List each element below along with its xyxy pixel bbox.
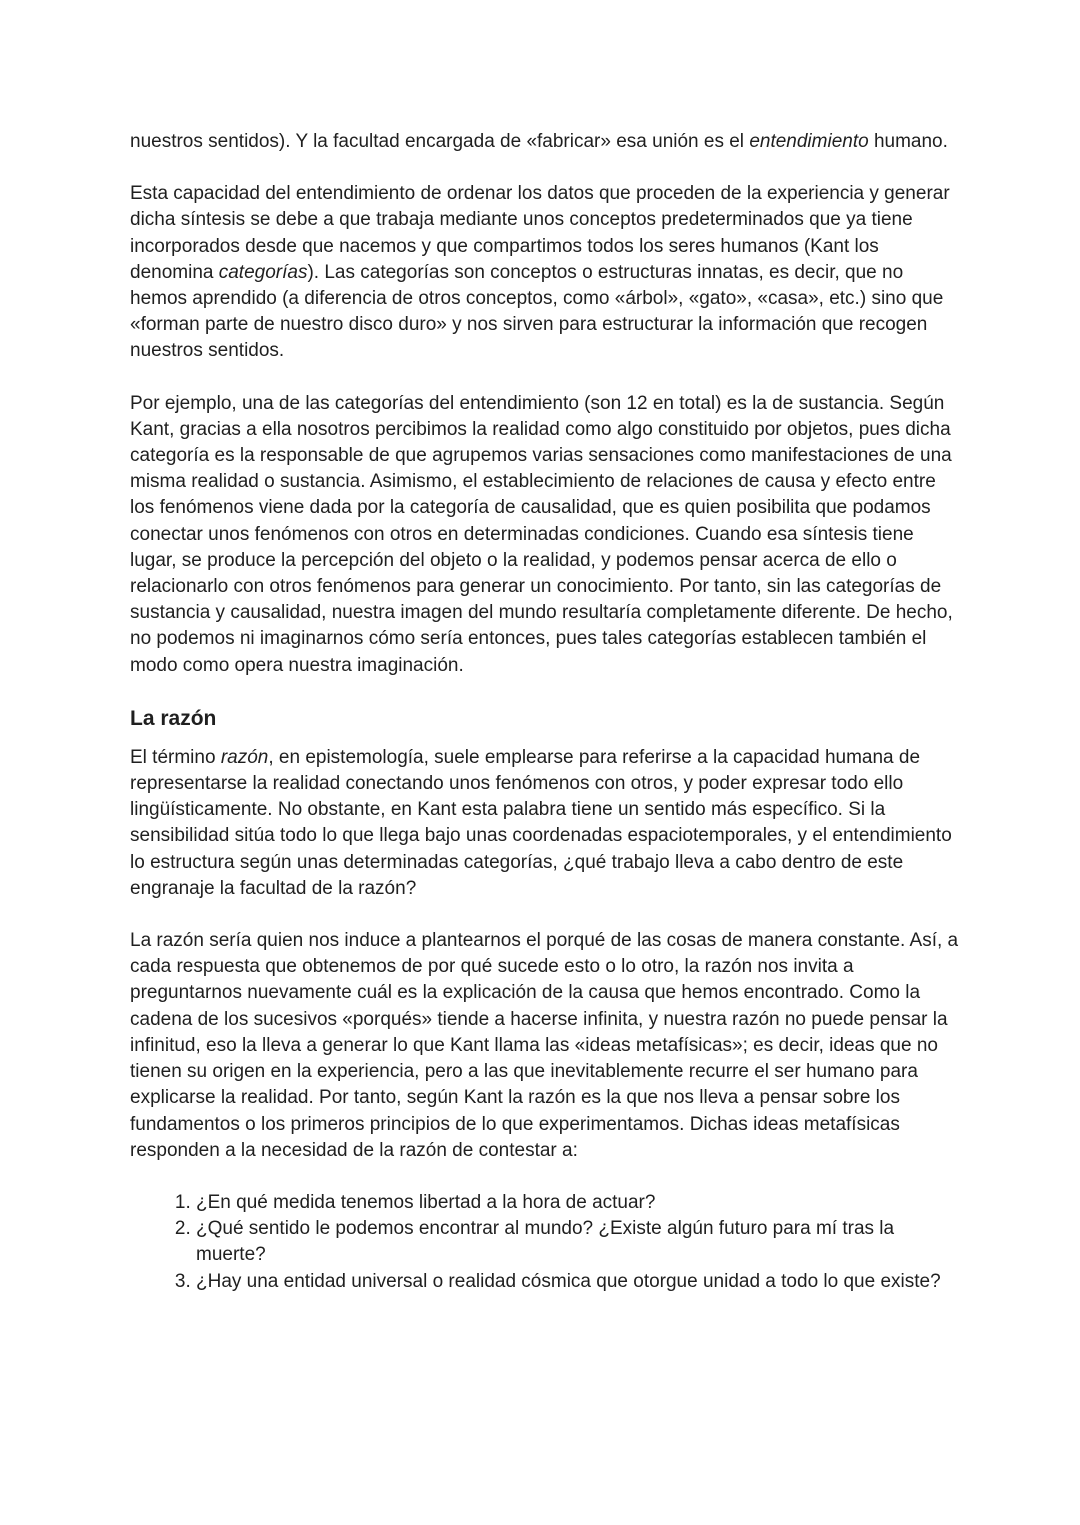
section-heading: La razón — [130, 706, 217, 730]
paragraph-ideas-metafisicas: La razón sería quien nos induce a plantearnos el porqué de las cosas de manera constante. Así, a cada respuesta que obtenemos de por qué sucede esto o lo otro, la razón nos invita a preguntarnos nuevamente cuál es la explicación de la causa que hemos encontrado. Como la cadena de los sucesivos «porqués» tiende a hacerse infinita, y nuestra razón no puede pensar la infinitud, eso la lleva a generar lo que Kant llama las «ideas metafísicas»; es decir, ideas que no tienen su origen en la experiencia, pero a las que inevitablemente recurre el ser humano para explicarse la realidad. Por tanto, según Kant la razón es la que nos lleva a pensar sobre los fundamentos o los primeros principios de lo que experimentamos. Dichas ideas metafísicas responden a la necesidad de la razón de contestar a: — [130, 930, 959, 1161]
p3-text-before: El término — [130, 746, 221, 768]
list-item: 3. ¿Hay una entidad universal o realidad cósmica que otorgue unidad a todo lo que existe? — [196, 1269, 960, 1295]
intro-paragraph — [130, 129, 960, 155]
intro-emphasis: entendimiento — [749, 131, 869, 152]
p1-text-before: Esta capacidad del entendimiento de ordenar los datos que proceden de la experiencia y generar dicha síntesis se debe a que trabaja mediante unos conceptos predeterminados que ya tiene incorporados desde que nacemos y que compartimos todos los seres humanos (Kant los denomina — [130, 183, 950, 283]
p3-text-after: , en epistemología, suele emplearse para referirse a la capacidad humana de representarse la realidad conectando unos fenómenos con otros, y poder expresar todo ello lingüísticamente. No obstante, en Kant esta palabra tiene un sentido más específico. Si la sensibilidad sitúa todo lo que llega bajo unas coordenadas espaciotemporales, y el entendimiento lo estructura según unas determinadas categorías, ¿qué trabajo lleva a cabo dentro de este engranaje la facultad de la razón? — [130, 746, 952, 899]
p1-emphasis: categorías — [218, 261, 308, 283]
paragraph-sustancia-causalidad: Por ejemplo, una de las categorías del entendimiento (son 12 en total) es la de sustancia. Según Kant, gracias a ella nosotros percibimos la realidad como algo constituido por objetos, pues dicha categoría es la responsable de que agrupemos varias sensaciones como manifestaciones de una misma realidad o sustancia. Asimismo, el establecimiento de relaciones de causa y efecto entre los fenómenos viene dada por la categoría de causalidad, que es quien posibilita que podamos conectar unos fenómenos con otros en determinadas condiciones. Cuando esa síntesis tiene lugar, se produce la percepción del objeto o la realidad, y podemos pensar acerca de ello o relacionarlo con otros fenómenos para generar un conocimiento. Por tanto, sin las categorías de sustancia y causalidad, nuestra imagen del mundo resultaría completamente diferente. De hecho, no podemos ni imaginarnos cómo sería entonces, pues tales categorías establecen también el modo como opera nuestra imaginación. — [130, 392, 953, 676]
paragraph-termino-razon — [130, 745, 960, 902]
list-item: 1. ¿En qué medida tenemos libertad a la hora de actuar? — [196, 1190, 960, 1216]
p1-text-after: ). Las categorías son conceptos o estructuras innatas, es decir, que no hemos aprendido (a diferencia de otros conceptos, como «árbol», «gato», «casa», etc.) sino que «forman parte de nuestro disco duro» y nos sirven para estructurar la información que recogen nuestros sentidos. — [130, 261, 944, 362]
list-item: 2. ¿Qué sentido le podemos encontrar al mundo? ¿Existe algún futuro para mí tras la muerte? — [196, 1216, 960, 1268]
intro-text-before: nuestros sentidos). Y la facultad encargada de «fabricar» esa unión es el — [130, 131, 750, 152]
p3-emphasis: razón — [220, 746, 269, 768]
paragraph-categorias — [130, 181, 960, 364]
questions-list — [130, 1190, 960, 1295]
document-page — [130, 129, 960, 1295]
intro-text-after: humano. — [868, 131, 948, 152]
